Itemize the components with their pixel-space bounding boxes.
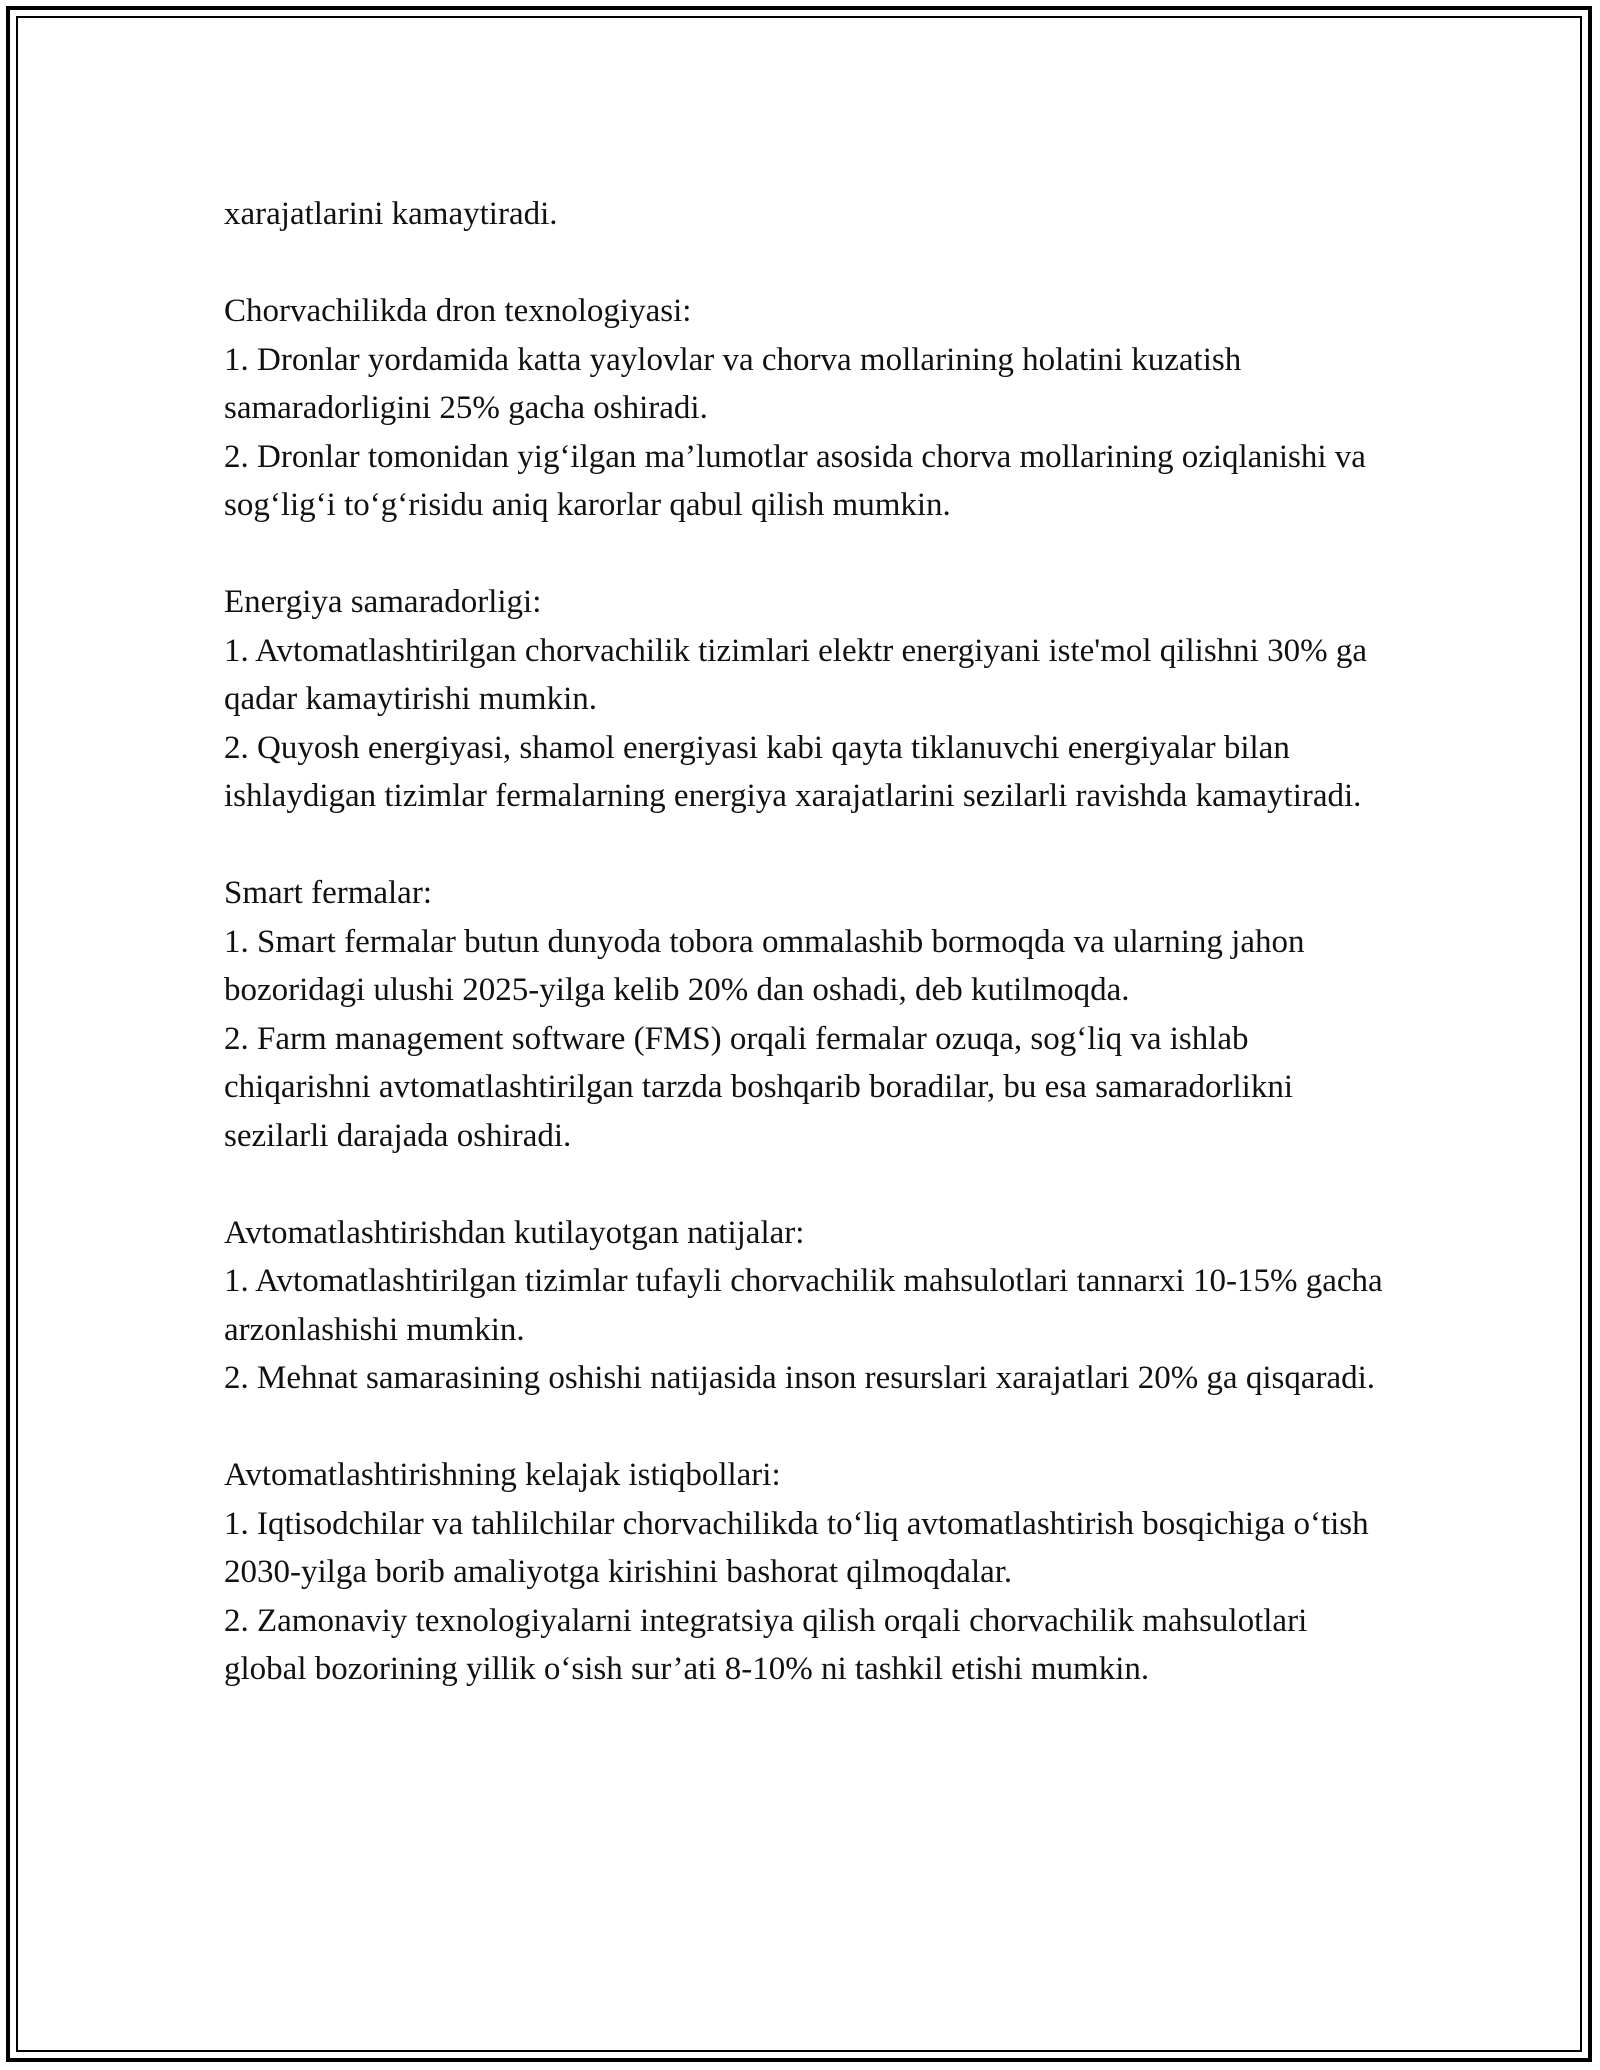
list-item: 1. Iqtisodchilar va tahlilchilar chorvachilikda to‘liq avtomatlashtirish bosqichiga o‘tish 2030-yilga borib amaliyotga kirishini bashorat qilmoqdalar. <box>224 1505 1369 1590</box>
section-future-prospects <box>224 1451 1384 1694</box>
section-heading: Avtomatlashtirishdan kutilayotgan natijalar: <box>224 1214 805 1251</box>
section-heading: Avtomatlashtirishning kelajak istiqbollari: <box>224 1457 781 1493</box>
section-heading: Smart fermalar: <box>224 875 432 911</box>
document-body <box>224 190 1384 1694</box>
list-item: 1. Dronlar yordamida katta yaylovlar va chorva mollarining holatini kuzatish samaradorligini 25% gacha oshiradi. <box>224 341 1242 426</box>
list-item: 2. Dronlar tomonidan yig‘ilgan ma’lumotlar asosida chorva mollarining oziqlanishi va sog‘lig‘i to‘g‘risidu aniq karorlar qabul qilish mumkin. <box>224 438 1366 523</box>
section-heading: Energiya samaradorligi: <box>224 584 542 620</box>
list-item: 2. Quyosh energiyasi, shamol energiyasi kabi qayta tiklanuvchi energiyalar bilan ishlaydigan tizimlar fermalarning energiya xarajatlarini sezilarli ravishda kamaytiradi. <box>224 729 1362 814</box>
list-item: 2. Farm management software (FMS) orqali fermalar ozuqa, sog‘liq va ishlab chiqarishni avtomatlashtirilgan tarzda boshqarib boradilar, bu esa samaradorlikni sezilarli darajada oshiradi. <box>224 1020 1294 1154</box>
continuation-line: xarajatlarini kamaytiradi. <box>224 196 558 232</box>
list-item: 1. Avtomatlashtirilgan tizimlar tufayli chorvachilik mahsulotlari tannarxi 10-15% gacha arzonlashishi mumkin. <box>224 1263 1383 1348</box>
list-item: 1. Smart fermalar butun dunyoda tobora ommalashib bormoqda va ularning jahon bozoridagi ulushi 2025-yilga kelib 20% dan oshadi, deb kutilmoqda. <box>224 923 1305 1008</box>
section-smart-farms <box>224 869 1384 1160</box>
section-heading: Chorvachilikda dron texnologiyasi: <box>224 293 692 329</box>
list-item: 1. Avtomatlashtirilgan chorvachilik tizimlari elektr energiyani iste'mol qilishni 30% ga qadar kamaytirishi mumkin. <box>224 632 1367 717</box>
list-item: 2. Zamonaviy texnologiyalarni integratsiya qilish orqali chorvachilik mahsulotlari global bozorining yillik o‘sish sur’ati 8-10% ni tashkil etishi mumkin. <box>224 1602 1308 1687</box>
list-item: 2. Mehnat samarasining oshishi natijasida inson resurslari xarajatlari 20% ga qisqaradi. <box>224 1360 1376 1396</box>
section-energy-efficiency <box>224 578 1384 821</box>
section-expected-results <box>224 1209 1384 1403</box>
section-drone-technology <box>224 287 1384 530</box>
